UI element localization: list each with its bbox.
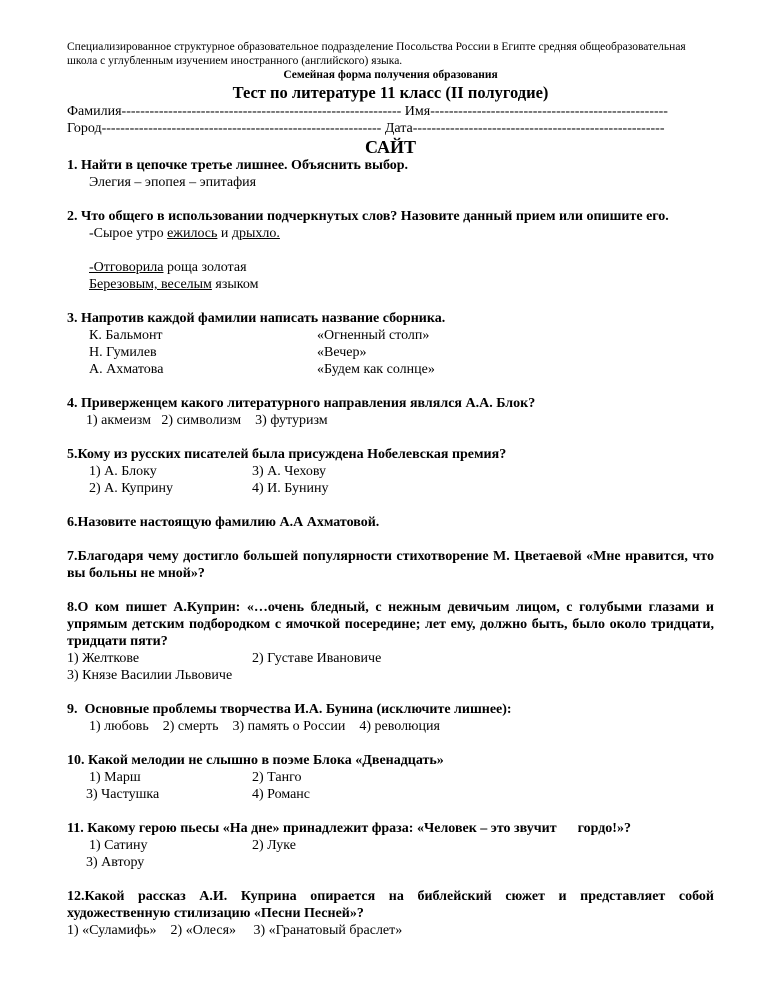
- q8-option: 1) Желткове: [67, 651, 140, 666]
- question-4: 4. Приверженцем какого литературного направления являлся А.А. Блок?: [67, 396, 536, 411]
- institution-text: Специализированное структурное образовательное подразделение Посольства России в Египте средняя общеобразовательная школа с углубленным изучением иностранного (английского) языка.: [67, 41, 686, 67]
- q5-option: 2) А. Куприну: [89, 481, 174, 496]
- q2-line-3: [67, 276, 714, 293]
- q3-row: [67, 344, 714, 361]
- q3-author: Н. Гумилев: [89, 345, 157, 360]
- q11-option: 3) Автору: [86, 855, 145, 870]
- date-label: Дата: [384, 121, 413, 136]
- q8-row: [67, 650, 714, 667]
- q10-row: [67, 786, 714, 803]
- q10-option: 4) Романс: [252, 787, 311, 802]
- question-3: 3. Напротив каждой фамилии написать название сборника.: [67, 311, 446, 326]
- q10-option: 2) Танго: [252, 770, 302, 785]
- q1-chain: Элегия – эпопея – эпитафия: [89, 175, 257, 190]
- question-6: 6.Назовите настоящую фамилию А.А Ахматовой.: [67, 515, 380, 530]
- q2-underlined-word: ежилось: [167, 226, 218, 241]
- q4-options: 1) акмеизм 2) символизм 3) футуризм: [86, 413, 328, 428]
- q2-underlined-word: Березовым, веселым: [89, 277, 212, 292]
- site-heading: САЙТ: [364, 137, 417, 157]
- q5-option: 3) А. Чехову: [252, 464, 326, 479]
- q3-book: «Будем как солнце»: [317, 362, 435, 377]
- q3-row: [67, 327, 714, 344]
- question-11: 11. Какому герою пьесы «На дне» принадлежит фраза: «Человек – это звучит гордо!»?: [67, 821, 631, 836]
- q3-book: «Вечер»: [317, 345, 367, 360]
- q10-row: [67, 769, 714, 786]
- q5-row: [67, 463, 714, 480]
- q2-line-2: [67, 259, 714, 276]
- q2-line-1: [67, 225, 714, 242]
- q2-text: языком: [211, 277, 259, 292]
- q11-option: 2) Луке: [252, 838, 296, 853]
- q8-option: 2) Густаве Ивановиче: [252, 651, 382, 666]
- surname-label: Фамилия: [67, 104, 122, 119]
- test-document: [67, 40, 714, 939]
- q5-option: 1) А. Блоку: [89, 464, 157, 479]
- question-8: 8.О ком пишет А.Куприн: «…очень бледный, с нежным девичьим лицом, с голубыми глазами и упрямым детским подбородком с ямочкой посередине; лет ему, должно быть, было около тридцати, тридцати пяти?: [67, 600, 714, 649]
- page-title: Тест по литературе 11 класс (II полугодие): [232, 83, 549, 102]
- name-label: Имя: [404, 104, 431, 119]
- question-12: 12.Какой рассказ А.И. Куприна опирается на библейский сюжет и представляет собой художественную стилизацию «Песни Песней»?: [67, 889, 714, 921]
- q11-row: [67, 837, 714, 854]
- q3-author: К. Бальмонт: [89, 328, 163, 343]
- q8-option: 3) Князе Василии Львовиче: [67, 668, 233, 683]
- q11-option: 1) Сатину: [89, 838, 148, 853]
- city-label: Город: [67, 121, 102, 136]
- q10-option: 3) Частушка: [86, 787, 160, 802]
- q2-underlined-word: дрыхло.: [231, 226, 280, 241]
- q3-author: А. Ахматова: [89, 362, 164, 377]
- surname-name-line: Фамилия------------------------------------------------------------ Имя---------------------------------------------------: [67, 104, 668, 119]
- q2-text: -Сырое утро: [89, 226, 168, 241]
- q9-options: 1) любовь 2) смерть 3) память о России 4) революция: [89, 719, 440, 734]
- q3-row: [67, 361, 714, 378]
- q2-text: и: [217, 226, 232, 241]
- q5-option: 4) И. Бунину: [252, 481, 329, 496]
- q2-text: роща золотая: [163, 260, 247, 275]
- q5-row: [67, 480, 714, 497]
- city-date-line: Город------------------------------------------------------------ Дата------------------------------------------------------: [67, 121, 665, 136]
- education-form: Семейная форма получения образования: [283, 69, 498, 81]
- question-10: 10. Какой мелодии не слышно в поэме Блока «Двенадцать»: [67, 753, 444, 768]
- question-7: 7.Благодаря чему достигло большей популярности стихотворение М. Цветаевой «Мне нравится, что вы больны не мной»?: [67, 549, 714, 581]
- question-9: 9. Основные проблемы творчества И.А. Бунина (исключите лишнее):: [67, 702, 512, 717]
- q3-book: «Огненный столп»: [317, 328, 430, 343]
- q2-underlined-word: -Отговорила: [89, 260, 164, 275]
- question-5: 5.Кому из русских писателей была присуждена Нобелевская премия?: [67, 447, 507, 462]
- q10-option: 1) Марш: [89, 770, 141, 785]
- q12-options: 1) «Суламифь» 2) «Олеся» 3) «Гранатовый браслет»: [67, 923, 403, 938]
- question-2: 2. Что общего в использовании подчеркнутых слов? Назовите данный прием или опишите его.: [67, 209, 669, 224]
- question-1: 1. Найти в цепочке третье лишнее. Объяснить выбор.: [67, 158, 409, 173]
